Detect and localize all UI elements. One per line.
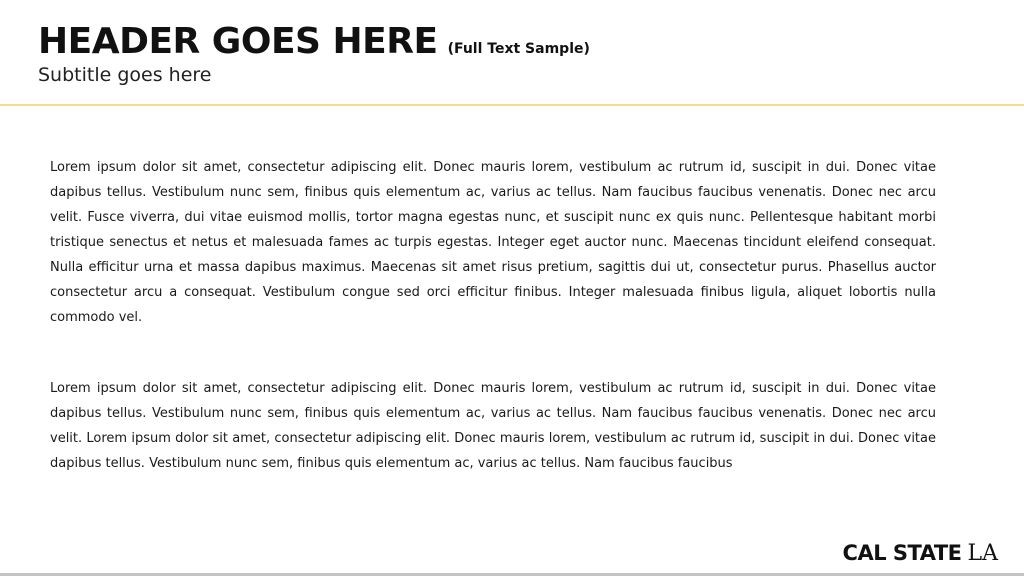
cal-state-la-logo (843, 541, 998, 566)
body-paragraph-2: Lorem ipsum dolor sit amet, consectetur adipiscing elit. Donec mauris lorem, vestibulum ac rutrum id, suscipit in dui. Donec vitae dapibus tellus. Vestibulum nunc sem, finibus quis elementum ac, varius ac tellus. Nam faucibus faucibus venenatis. Donec nec arcu velit. Lorem ipsum dolor sit amet, consectetur adipiscing elit. Donec mauris lorem, vestibulum ac rutrum id, suscipit in dui. Donec vitae dapibus tellus. Vestibulum nunc sem, finibus quis elementum ac, varius ac tellus. Nam faucibus faucibus (50, 381, 936, 471)
body-paragraph-1: Lorem ipsum dolor sit amet, consectetur adipiscing elit. Donec mauris lorem, vestibulum ac rutrum id, suscipit in dui. Donec vitae dapibus tellus. Vestibulum nunc sem, finibus quis elementum ac, varius ac tellus. Nam faucibus faucibus venenatis. Donec nec arcu velit. Fusce viverra, dui vitae euismod mollis, tortor magna egestas nunc, et suscipit nunc ex quis nunc. Pellentesque habitant morbi tristique senectus et netus et malesuada fames ac turpis egestas. Integer eget auctor nunc. Maecenas tincidunt eleifend consequat. Nulla efficitur urna et massa dapibus maximus. Maecenas sit amet risus pretium, sagittis dui ut, consectetur purus. Phasellus auctor consectetur arcu a consequat. Vestibulum congue sed orci efficitur finibus. Integer malesuada finibus ligula, aliquet lobortis nulla commodo vel. (50, 160, 936, 325)
title-note: (Full Text Sample) (447, 41, 590, 57)
logo-text-la: LA (967, 541, 998, 566)
slide-header (38, 20, 998, 88)
logo-text-cal-state: CAL STATE (842, 541, 962, 565)
title-line (38, 20, 998, 64)
slide-subtitle: Subtitle goes here (38, 64, 212, 86)
slide-title: HEADER GOES HERE (38, 21, 438, 62)
header-divider (0, 104, 1024, 106)
